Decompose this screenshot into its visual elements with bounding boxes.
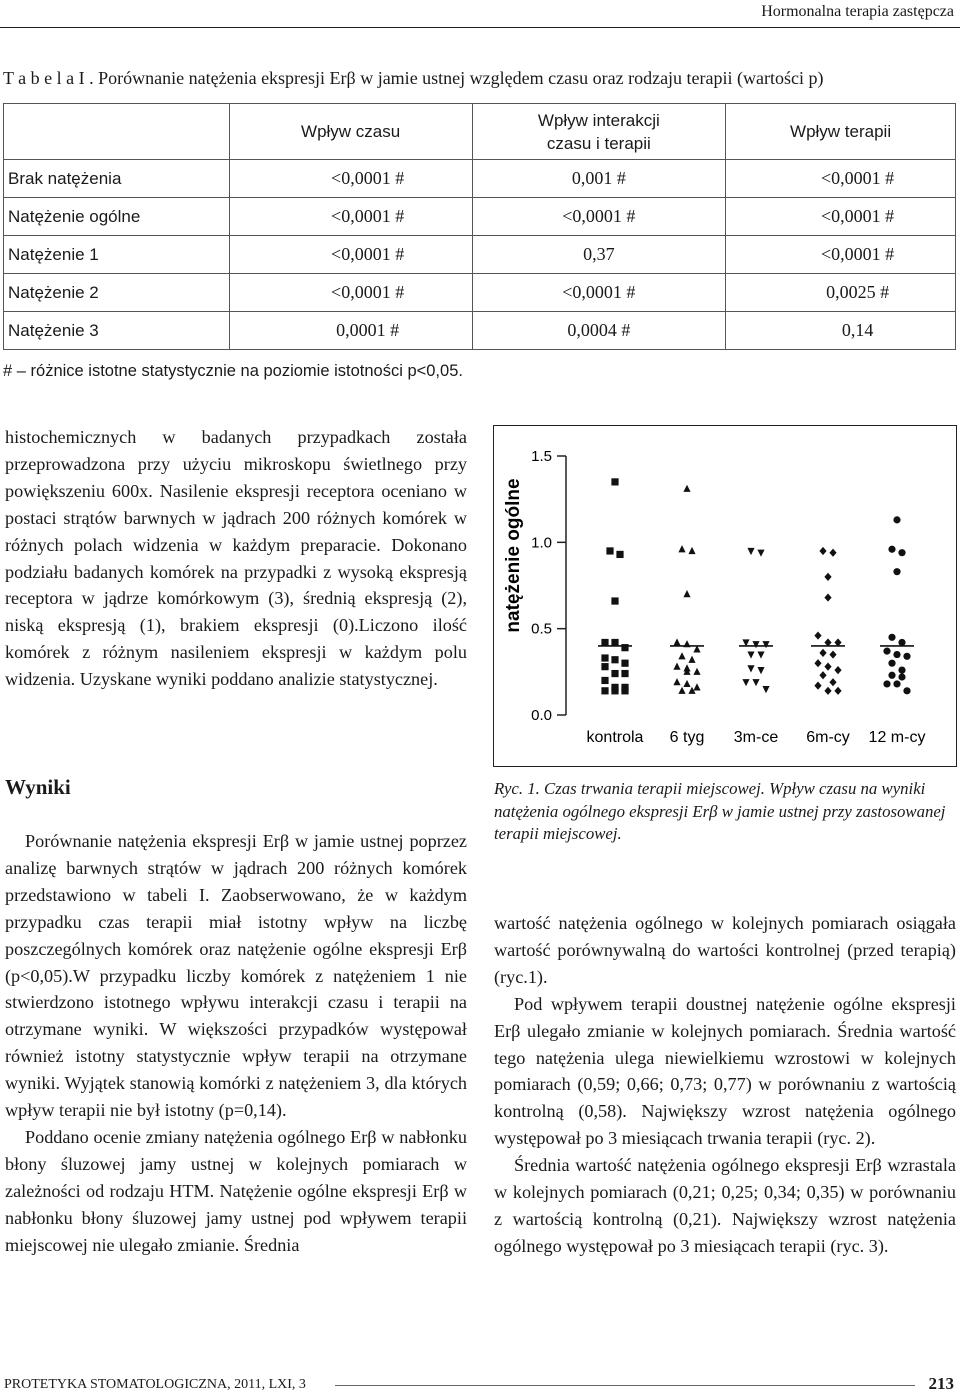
table-cell: 0,0004 # (472, 312, 726, 350)
data-point-square (611, 478, 618, 485)
right-paragraph-3: Średnia wartość natężenia ogólnego ekspresji Erβ wzrastala w kolejnych pomiarach (0,21; 0,25; 0,34; 0,35) w porównaniu z wartością kontrolną (0,21). Największy wzrost natężenia ogólnego występował po 3 miesiącach terapii (ryc. 3). (494, 1155, 956, 1256)
left-column-results (5, 828, 467, 1259)
scatter-chart (494, 426, 956, 765)
data-point-circle (893, 651, 900, 658)
data-point-triangle-down (747, 665, 754, 672)
table-row (4, 312, 956, 350)
data-point-square (611, 597, 618, 604)
table-cell: <0,0001 # (229, 236, 472, 274)
running-head-rule (0, 27, 960, 28)
data-point-triangle-down (757, 550, 764, 557)
data-point-circle (903, 687, 910, 694)
data-point-triangle-up (688, 656, 695, 663)
table-cell: <0,0001 # (726, 160, 956, 198)
figure-caption: Ryc. 1. Czas trwania terapii miejscowej. Wpływ czasu na wyniki natężenia ogólnego ekspresji Erβ w jamie ustnej przy zastosowanej terapii miejscowej. (494, 779, 946, 844)
data-point-diamond (824, 687, 831, 695)
table-row (4, 198, 956, 236)
table-header-empty (4, 104, 230, 160)
data-point-diamond (814, 631, 821, 639)
data-point-triangle-up (693, 683, 700, 690)
right-paragraph-2: Pod wpływem terapii doustnej natężenie ogólne ekspresji Erβ ulegało zmianie w kolejnych pomiarach. Średnia wartość tego natężenia ulega niewielkiemu wzrostowi w kolejnych pomiarach (0,59; 0,66; 0,73; 0,77) w porównaniu z wartością kontrolną (0,58). Największy wzrost natężenia ogólnego występował po 3 miesiącach trwania terapii (ryc. 2). (494, 993, 956, 1149)
table-row-label: Brak natężenia (4, 160, 230, 198)
data-point-triangle-up (688, 547, 695, 554)
data-point-triangle-down (752, 641, 759, 648)
table-cell: 0,37 (472, 236, 726, 274)
table-header-therapy: Wpływ terapii (726, 104, 956, 160)
table-row (4, 236, 956, 274)
data-point-diamond (824, 663, 831, 671)
data-point-square (621, 660, 628, 667)
data-point-diamond (819, 547, 826, 555)
table-cell: 0,0025 # (726, 274, 956, 312)
data-point-square (601, 654, 608, 661)
x-tick-label: 6m-cy (806, 729, 850, 746)
table-cell: <0,0001 # (229, 274, 472, 312)
table-header-interaction-line1: Wpływ interakcji (537, 110, 660, 130)
data-point-diamond (829, 678, 836, 686)
data-point-triangle-down (742, 679, 749, 686)
data-point-diamond (834, 687, 841, 695)
running-head-title: Hormonalna terapia zastępcza (761, 3, 954, 20)
data-point-diamond (824, 593, 831, 601)
data-point-triangle-up (683, 590, 690, 597)
table-row (4, 160, 956, 198)
table-header-row (4, 104, 956, 160)
data-point-circle (893, 516, 900, 523)
data-point-circle (883, 680, 890, 687)
data-point-square (621, 687, 628, 694)
data-point-triangle-down (747, 548, 754, 555)
data-point-triangle-down (752, 679, 759, 686)
right-column (494, 910, 956, 1260)
data-point-square (616, 551, 623, 558)
data-point-triangle-down (757, 667, 764, 674)
section-heading-results: Wyniki (5, 775, 71, 799)
table-row-label: Natężenie 1 (4, 236, 230, 274)
x-tick-label: 3m-ce (733, 729, 779, 746)
table-cell: <0,0001 # (726, 198, 956, 236)
table-header-time: Wpływ czasu (229, 104, 472, 160)
figure-scatter-chart (493, 425, 957, 767)
table-cell: <0,0001 # (726, 236, 956, 274)
table-cell: <0,0001 # (472, 198, 726, 236)
x-tick-label: 12 m-cy (868, 729, 926, 746)
data-point-square (601, 663, 608, 670)
chart-marks (598, 478, 914, 695)
data-point-square (601, 677, 608, 684)
table-row-label: Natężenie 3 (4, 312, 230, 350)
data-point-circle (898, 639, 905, 646)
p-value-table (3, 103, 956, 350)
table-caption: T a b e l a I . Porównanie natężenia ekspresji Erβ w jamie ustnej względem czasu oraz rodzaju terapii (wartości p) (3, 68, 824, 88)
data-point-square (606, 547, 613, 554)
table-row (4, 274, 956, 312)
data-point-circle (898, 667, 905, 674)
journal-citation: PROTETYKA STOMATOLOGICZNA, 2011, LXI, 3 (4, 1377, 306, 1392)
data-point-circle (893, 680, 900, 687)
data-point-diamond (819, 649, 826, 657)
data-point-triangle-up (673, 663, 680, 670)
running-head (0, 0, 960, 28)
table-footnote: # – różnice istotne statystycznie na poziomie istotności p<0,05. (3, 362, 463, 380)
page-footer (0, 1374, 960, 1396)
results-paragraph-2: Poddano ocenie zmiany natężenia ogólnego Erβ w nabłonku błony śluzowej jamy ustnej w kolejnych pomiarach w zależności od rodzaju HTM. Natężenie ogólne ekspresji Erβ w nabłonku błony śluzowej jamy ustnej pod wpływem terapii miejscowej nie ulegało zmianie. Średnia (5, 1126, 467, 1255)
x-tick-label: 6 tyg (669, 729, 705, 746)
data-point-circle (898, 549, 905, 556)
y-tick-label: 0.0 (531, 707, 552, 724)
data-point-circle (888, 672, 895, 679)
data-point-circle (898, 673, 905, 680)
left-column-methods (5, 424, 467, 693)
data-point-circle (888, 546, 895, 553)
data-point-triangle-down (757, 651, 764, 658)
page-number: 213 (928, 1374, 954, 1393)
data-point-triangle-up (673, 678, 680, 685)
y-tick-label: 0.5 (531, 620, 552, 638)
chart-axes (557, 456, 566, 715)
footer-rule (335, 1385, 915, 1386)
data-point-circle (883, 648, 890, 655)
data-point-triangle-up (678, 652, 685, 659)
data-point-diamond (814, 659, 821, 667)
data-point-diamond (819, 671, 826, 679)
right-paragraph-1: wartość natężenia ogólnego w kolejnych pomiarach osiągała wartość porównywalną do wartości kontrolnej (przed terapią)(ryc.1). (494, 913, 956, 987)
data-point-square (601, 687, 608, 694)
data-point-triangle-up (678, 545, 685, 552)
data-point-triangle-down (762, 641, 769, 648)
data-point-circle (903, 653, 910, 660)
table-header-interaction-line2: czasu i terapii (546, 133, 651, 153)
data-point-triangle-down (762, 686, 769, 693)
methods-paragraph: histochemicznych w badanych przypadkach została przeprowadzona przy użyciu mikroskopu świetlnego przy powiększeniu 600x. Nasilenie ekspresji receptora oceniano w postaci strątów barwnych w jądrach 200 różnych komórek w różnych polach widzenia w każdym preparacie. Dokonano podziału badanych komórek na przypadki z wysoką ekspresją receptora w jądrze komórkowym (3), średnią ekspresją (2), niską ekspresją (1), brakiem ekspresji (0).Liczono ilość komórek z różnym nasileniem ekspresji w każdym polu widzenia. Uzyskane wyniki poddano analizie statystycznej. (5, 427, 467, 690)
table-cell: <0,0001 # (229, 198, 472, 236)
data-point-triangle-up (673, 638, 680, 645)
table-row-label: Natężenie 2 (4, 274, 230, 312)
table-cell: 0,001 # (472, 160, 726, 198)
data-point-square (621, 670, 628, 677)
results-paragraph-1: Porównanie natężenia ekspresji Erβ w jamie ustnej poprzez analizę barwnych strątów w jądrach 200 różnych komórek przedstawiono w tabeli I. Zaobserwowano, że w każdym przypadku czas terapii miał istotny wpływ na liczbę poszczególnych komórek oraz natężenie ogólne ekspresji Erβ (p<0,05).W przypadku liczby komórek z natężeniem 1 nie stwierdzono istotnego wpływu interakcji czasu i terapii na otrzymane wyniki. W większości przypadków występował również istotny statystycznie wpływ terapii na otrzymane wyniki. Wyjątek stanowią komórki z natężeniem 3, dla których wpływ terapii nie był istotny (p=0,14). (5, 831, 467, 1121)
data-point-circle (888, 634, 895, 641)
y-axis-label: natężenie ogólne (503, 478, 524, 633)
table-cell: 0,0001 # (229, 312, 472, 350)
data-point-square (611, 656, 618, 663)
table-row-label: Natężenie ogólne (4, 198, 230, 236)
table-cell: <0,0001 # (229, 160, 472, 198)
data-point-triangle-up (683, 485, 690, 492)
y-tick-label: 1.5 (531, 448, 552, 465)
table-cell: <0,0001 # (472, 274, 726, 312)
y-tick-label: 1.0 (531, 534, 552, 552)
data-point-triangle-up (693, 668, 700, 675)
data-point-square (611, 687, 618, 694)
table-header-interaction (472, 104, 726, 160)
data-point-circle (893, 568, 900, 575)
data-point-diamond (834, 666, 841, 674)
data-point-triangle-up (683, 680, 690, 687)
data-point-diamond (829, 549, 836, 557)
data-point-square (611, 639, 618, 646)
data-point-circle (888, 660, 895, 667)
data-point-diamond (824, 573, 831, 581)
data-point-square (611, 670, 618, 677)
data-point-triangle-down (747, 651, 754, 658)
data-point-diamond (814, 682, 821, 690)
data-point-square (601, 639, 608, 646)
x-tick-label: kontrola (586, 729, 644, 746)
table-cell: 0,14 (726, 312, 956, 350)
data-point-triangle-up (678, 687, 685, 694)
data-point-diamond (829, 650, 836, 658)
